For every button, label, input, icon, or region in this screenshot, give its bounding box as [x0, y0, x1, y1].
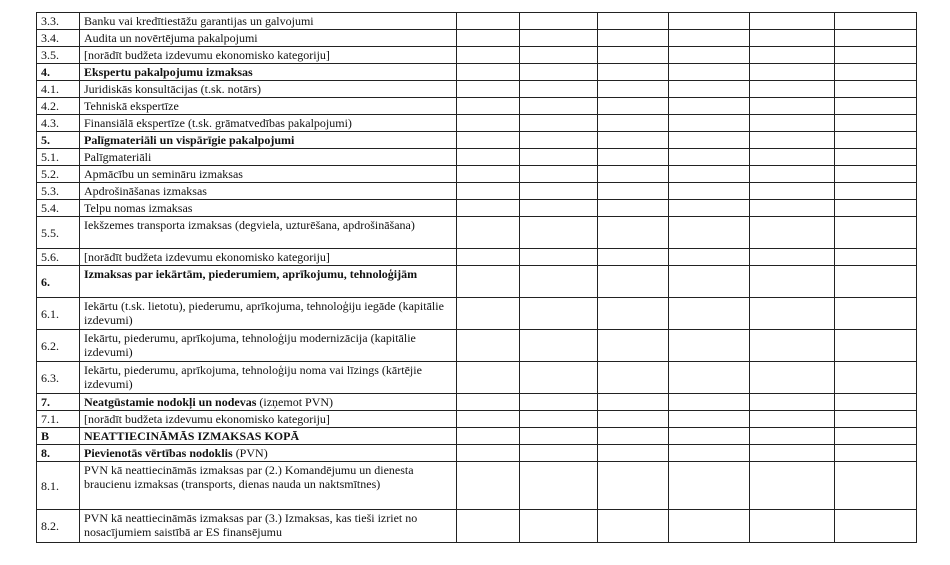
amount-cell[interactable] [520, 183, 598, 200]
amount-cell[interactable] [835, 30, 917, 47]
amount-cell[interactable] [598, 47, 669, 64]
table-row [37, 445, 917, 462]
row-label-text: Palīgmateriāli [84, 150, 152, 164]
amount-cell[interactable] [835, 115, 917, 132]
row-number: 5.4. [37, 200, 80, 217]
amount-cell[interactable] [598, 298, 669, 330]
amount-cell[interactable] [835, 98, 917, 115]
amount-cell[interactable] [598, 394, 669, 411]
amount-cell[interactable] [598, 166, 669, 183]
row-label-text: Banku vai kredītiestāžu garantijas un galvojumi [84, 14, 314, 28]
row-label-text: Finansiālā ekspertīze (t.sk. grāmatvedības pakalpojumi) [84, 116, 352, 130]
amount-cell[interactable] [835, 217, 917, 249]
amount-cell[interactable] [669, 30, 750, 47]
amount-cell[interactable] [750, 394, 835, 411]
row-number: 4.3. [37, 115, 80, 132]
amount-cell[interactable] [750, 183, 835, 200]
amount-cell[interactable] [520, 445, 598, 462]
amount-cell[interactable] [669, 394, 750, 411]
row-label-text: PVN kā neattiecināmās izmaksas par (3.) Izmaksas, kas tieši izriet no nosacījumiem saistībā ar ES finansējumu [84, 511, 418, 539]
amount-cell[interactable] [520, 98, 598, 115]
amount-cell[interactable] [457, 394, 520, 411]
amount-cell[interactable] [520, 394, 598, 411]
row-label-text: Palīgmateriāli un vispārīgie pakalpojumi [84, 133, 295, 147]
amount-cell[interactable] [835, 13, 917, 30]
amount-cell[interactable] [520, 166, 598, 183]
amount-cell[interactable] [457, 510, 520, 543]
amount-cell[interactable] [669, 183, 750, 200]
amount-cell[interactable] [750, 428, 835, 445]
table-row [37, 115, 917, 132]
amount-cell[interactable] [835, 81, 917, 98]
row-label [80, 149, 457, 166]
row-number: 5. [37, 132, 80, 149]
row-label-text: Iekārtu, piederumu, aprīkojuma, tehnoloģiju modernizācija (kapitālie izdevumi) [84, 331, 416, 359]
row-label-text: Telpu nomas izmaksas [84, 201, 193, 215]
row-label [80, 132, 457, 149]
amount-cell[interactable] [457, 200, 520, 217]
amount-cell[interactable] [598, 330, 669, 362]
row-label [80, 115, 457, 132]
row-label [80, 249, 457, 266]
amount-cell[interactable] [835, 149, 917, 166]
amount-cell[interactable] [835, 445, 917, 462]
amount-cell[interactable] [750, 510, 835, 543]
amount-cell[interactable] [835, 462, 917, 510]
row-label [80, 166, 457, 183]
amount-cell[interactable] [669, 510, 750, 543]
amount-cell[interactable] [598, 200, 669, 217]
amount-cell[interactable] [520, 411, 598, 428]
amount-cell[interactable] [669, 445, 750, 462]
row-number: 4.2. [37, 98, 80, 115]
row-label-text: Apdrošināšanas izmaksas [84, 184, 207, 198]
row-number: 7.1. [37, 411, 80, 428]
amount-cell[interactable] [598, 510, 669, 543]
amount-cell[interactable] [598, 81, 669, 98]
table-row [37, 64, 917, 81]
amount-cell[interactable] [835, 200, 917, 217]
row-label [80, 411, 457, 428]
row-number: 8.2. [37, 510, 80, 543]
amount-cell[interactable] [520, 510, 598, 543]
amount-cell[interactable] [750, 13, 835, 30]
amount-cell[interactable] [750, 249, 835, 266]
amount-cell[interactable] [835, 510, 917, 543]
table-row [37, 394, 917, 411]
table-row [37, 462, 917, 510]
amount-cell[interactable] [750, 330, 835, 362]
amount-cell[interactable] [520, 81, 598, 98]
amount-cell[interactable] [669, 249, 750, 266]
amount-cell[interactable] [750, 200, 835, 217]
amount-cell[interactable] [669, 166, 750, 183]
row-label-text: Iekārtu, piederumu, aprīkojuma, tehnoloģiju noma vai līzings (kārtējie izdevumi) [84, 363, 422, 391]
amount-cell[interactable] [750, 462, 835, 510]
row-label-text: Neatgūstamie nodokļi un nodevas [84, 395, 257, 409]
amount-cell[interactable] [750, 64, 835, 81]
row-label [80, 445, 457, 462]
amount-cell[interactable] [750, 149, 835, 166]
amount-cell[interactable] [520, 249, 598, 266]
amount-cell[interactable] [750, 98, 835, 115]
row-label [80, 13, 457, 30]
row-number: 4.1. [37, 81, 80, 98]
table-row [37, 47, 917, 64]
amount-cell[interactable] [598, 13, 669, 30]
amount-cell[interactable] [457, 330, 520, 362]
amount-cell[interactable] [835, 47, 917, 64]
amount-cell[interactable] [457, 217, 520, 249]
row-label [80, 98, 457, 115]
table-row [37, 249, 917, 266]
table-row [37, 330, 917, 362]
amount-cell[interactable] [835, 64, 917, 81]
amount-cell[interactable] [598, 30, 669, 47]
amount-cell[interactable] [598, 217, 669, 249]
row-label-suffix: (izņemot PVN) [256, 395, 334, 409]
row-label [80, 266, 457, 298]
row-number: 5.1. [37, 149, 80, 166]
amount-cell[interactable] [750, 445, 835, 462]
amount-cell[interactable] [520, 30, 598, 47]
amount-cell[interactable] [750, 266, 835, 298]
table-row [37, 411, 917, 428]
amount-cell[interactable] [669, 298, 750, 330]
amount-cell[interactable] [750, 30, 835, 47]
row-number: 5.3. [37, 183, 80, 200]
amount-cell[interactable] [669, 362, 750, 394]
amount-cell[interactable] [520, 13, 598, 30]
amount-cell[interactable] [598, 445, 669, 462]
table-row [37, 183, 917, 200]
row-label [80, 47, 457, 64]
amount-cell[interactable] [457, 115, 520, 132]
row-label [80, 394, 457, 411]
amount-cell[interactable] [457, 149, 520, 166]
amount-cell[interactable] [750, 132, 835, 149]
table-row [37, 13, 917, 30]
row-number: 3.3. [37, 13, 80, 30]
row-label [80, 462, 457, 510]
amount-cell[interactable] [669, 200, 750, 217]
row-label-suffix: (PVN) [232, 446, 268, 460]
amount-cell[interactable] [750, 166, 835, 183]
amount-cell[interactable] [457, 13, 520, 30]
amount-cell[interactable] [598, 411, 669, 428]
table-row [37, 428, 917, 445]
amount-cell[interactable] [750, 81, 835, 98]
amount-cell[interactable] [750, 298, 835, 330]
amount-cell[interactable] [669, 428, 750, 445]
amount-cell[interactable] [669, 217, 750, 249]
amount-cell[interactable] [520, 462, 598, 510]
table-row [37, 217, 917, 249]
row-label [80, 510, 457, 543]
amount-cell[interactable] [598, 462, 669, 510]
amount-cell[interactable] [835, 166, 917, 183]
amount-cell[interactable] [669, 98, 750, 115]
amount-cell[interactable] [835, 411, 917, 428]
row-label-text: Apmācību un semināru izmaksas [84, 167, 243, 181]
row-number: 5.5. [37, 217, 80, 249]
table-row [37, 149, 917, 166]
row-label [80, 330, 457, 362]
amount-cell[interactable] [457, 47, 520, 64]
amount-cell[interactable] [457, 362, 520, 394]
row-number: 6.1. [37, 298, 80, 330]
row-label-text: Pievienotās vērtības nodoklis [84, 446, 233, 460]
amount-cell[interactable] [835, 132, 917, 149]
amount-cell[interactable] [669, 47, 750, 64]
row-label [80, 30, 457, 47]
row-label-text: Iekšzemes transporta izmaksas (degviela, uzturēšana, apdrošināšana) [84, 218, 415, 232]
amount-cell[interactable] [598, 266, 669, 298]
amount-cell[interactable] [457, 98, 520, 115]
amount-cell[interactable] [457, 249, 520, 266]
table-row [37, 510, 917, 543]
row-label-text: Izmaksas par iekārtām, piederumiem, aprīkojumu, tehnoloģijām [84, 267, 418, 281]
amount-cell[interactable] [669, 81, 750, 98]
row-label [80, 81, 457, 98]
amount-cell[interactable] [669, 266, 750, 298]
amount-cell[interactable] [598, 362, 669, 394]
row-label-text: [norādīt budžeta izdevumu ekonomisko kategoriju] [84, 250, 330, 264]
amount-cell[interactable] [598, 428, 669, 445]
row-number: 5.2. [37, 166, 80, 183]
amount-cell[interactable] [457, 298, 520, 330]
row-number: 8.1. [37, 462, 80, 510]
amount-cell[interactable] [750, 362, 835, 394]
amount-cell[interactable] [669, 149, 750, 166]
row-label [80, 428, 457, 445]
row-label-text: PVN kā neattiecināmās izmaksas par (2.) Komandējumu un dienesta braucienu izmaksas (transports, dienas nauda un naktsmītnes) [84, 463, 414, 491]
amount-cell[interactable] [598, 132, 669, 149]
table-row [37, 166, 917, 183]
table-row [37, 132, 917, 149]
amount-cell[interactable] [598, 149, 669, 166]
amount-cell[interactable] [669, 13, 750, 30]
amount-cell[interactable] [835, 330, 917, 362]
amount-cell[interactable] [750, 217, 835, 249]
amount-cell[interactable] [598, 98, 669, 115]
amount-cell[interactable] [598, 64, 669, 81]
amount-cell[interactable] [669, 462, 750, 510]
amount-cell[interactable] [835, 183, 917, 200]
amount-cell[interactable] [598, 115, 669, 132]
amount-cell[interactable] [669, 115, 750, 132]
amount-cell[interactable] [835, 362, 917, 394]
table-row [37, 98, 917, 115]
amount-cell[interactable] [520, 362, 598, 394]
row-label-text: [norādīt budžeta izdevumu ekonomisko kategoriju] [84, 412, 330, 426]
amount-cell[interactable] [520, 132, 598, 149]
row-label-text: NEATTIECINĀMĀS IZMAKSAS KOPĀ [84, 429, 300, 443]
row-label-text: Audita un novērtējuma pakalpojumi [84, 31, 258, 45]
amount-cell[interactable] [835, 266, 917, 298]
amount-cell[interactable] [835, 298, 917, 330]
amount-cell[interactable] [457, 30, 520, 47]
row-number: 3.4. [37, 30, 80, 47]
amount-cell[interactable] [598, 183, 669, 200]
amount-cell[interactable] [520, 47, 598, 64]
amount-cell[interactable] [520, 149, 598, 166]
row-label [80, 183, 457, 200]
row-label [80, 362, 457, 394]
row-number: 3.5. [37, 47, 80, 64]
row-label [80, 200, 457, 217]
amount-cell[interactable] [520, 217, 598, 249]
row-label [80, 217, 457, 249]
amount-cell[interactable] [520, 330, 598, 362]
table-row [37, 30, 917, 47]
amount-cell[interactable] [457, 266, 520, 298]
row-label [80, 64, 457, 81]
table-row [37, 298, 917, 330]
row-number: 7. [37, 394, 80, 411]
amount-cell[interactable] [457, 81, 520, 98]
row-label-text: Ekspertu pakalpojumu izmaksas [84, 65, 253, 79]
amount-cell[interactable] [520, 64, 598, 81]
row-number: 4. [37, 64, 80, 81]
row-label-text: [norādīt budžeta izdevumu ekonomisko kategoriju] [84, 48, 330, 62]
amount-cell[interactable] [457, 183, 520, 200]
amount-cell[interactable] [598, 249, 669, 266]
amount-cell[interactable] [750, 411, 835, 428]
amount-cell[interactable] [669, 132, 750, 149]
amount-cell[interactable] [457, 445, 520, 462]
row-label-text: Tehniskā ekspertīze [84, 99, 179, 113]
amount-cell[interactable] [669, 411, 750, 428]
table-row [37, 200, 917, 217]
amount-cell[interactable] [457, 64, 520, 81]
amount-cell[interactable] [457, 462, 520, 510]
amount-cell[interactable] [835, 249, 917, 266]
amount-cell[interactable] [520, 200, 598, 217]
table-row [37, 362, 917, 394]
amount-cell[interactable] [457, 411, 520, 428]
amount-cell[interactable] [750, 115, 835, 132]
amount-cell[interactable] [457, 428, 520, 445]
amount-cell[interactable] [520, 266, 598, 298]
row-label [80, 298, 457, 330]
row-number: 6.3. [37, 362, 80, 394]
row-number: 8. [37, 445, 80, 462]
row-number: 6. [37, 266, 80, 298]
amount-cell[interactable] [750, 47, 835, 64]
row-number: 5.6. [37, 249, 80, 266]
amount-cell[interactable] [835, 394, 917, 411]
row-number: B [37, 428, 80, 445]
amount-cell[interactable] [457, 132, 520, 149]
amount-cell[interactable] [520, 115, 598, 132]
row-label-text: Juridiskās konsultācijas (t.sk. notārs) [84, 82, 261, 96]
amount-cell[interactable] [520, 428, 598, 445]
row-number: 6.2. [37, 330, 80, 362]
budget-table [36, 12, 917, 543]
table-row [37, 266, 917, 298]
amount-cell[interactable] [835, 428, 917, 445]
amount-cell[interactable] [520, 298, 598, 330]
table-row [37, 81, 917, 98]
amount-cell[interactable] [669, 64, 750, 81]
amount-cell[interactable] [669, 330, 750, 362]
amount-cell[interactable] [457, 166, 520, 183]
row-label-text: Iekārtu (t.sk. lietotu), piederumu, aprīkojuma, tehnoloģiju iegāde (kapitālie izdevumi) [84, 299, 444, 327]
